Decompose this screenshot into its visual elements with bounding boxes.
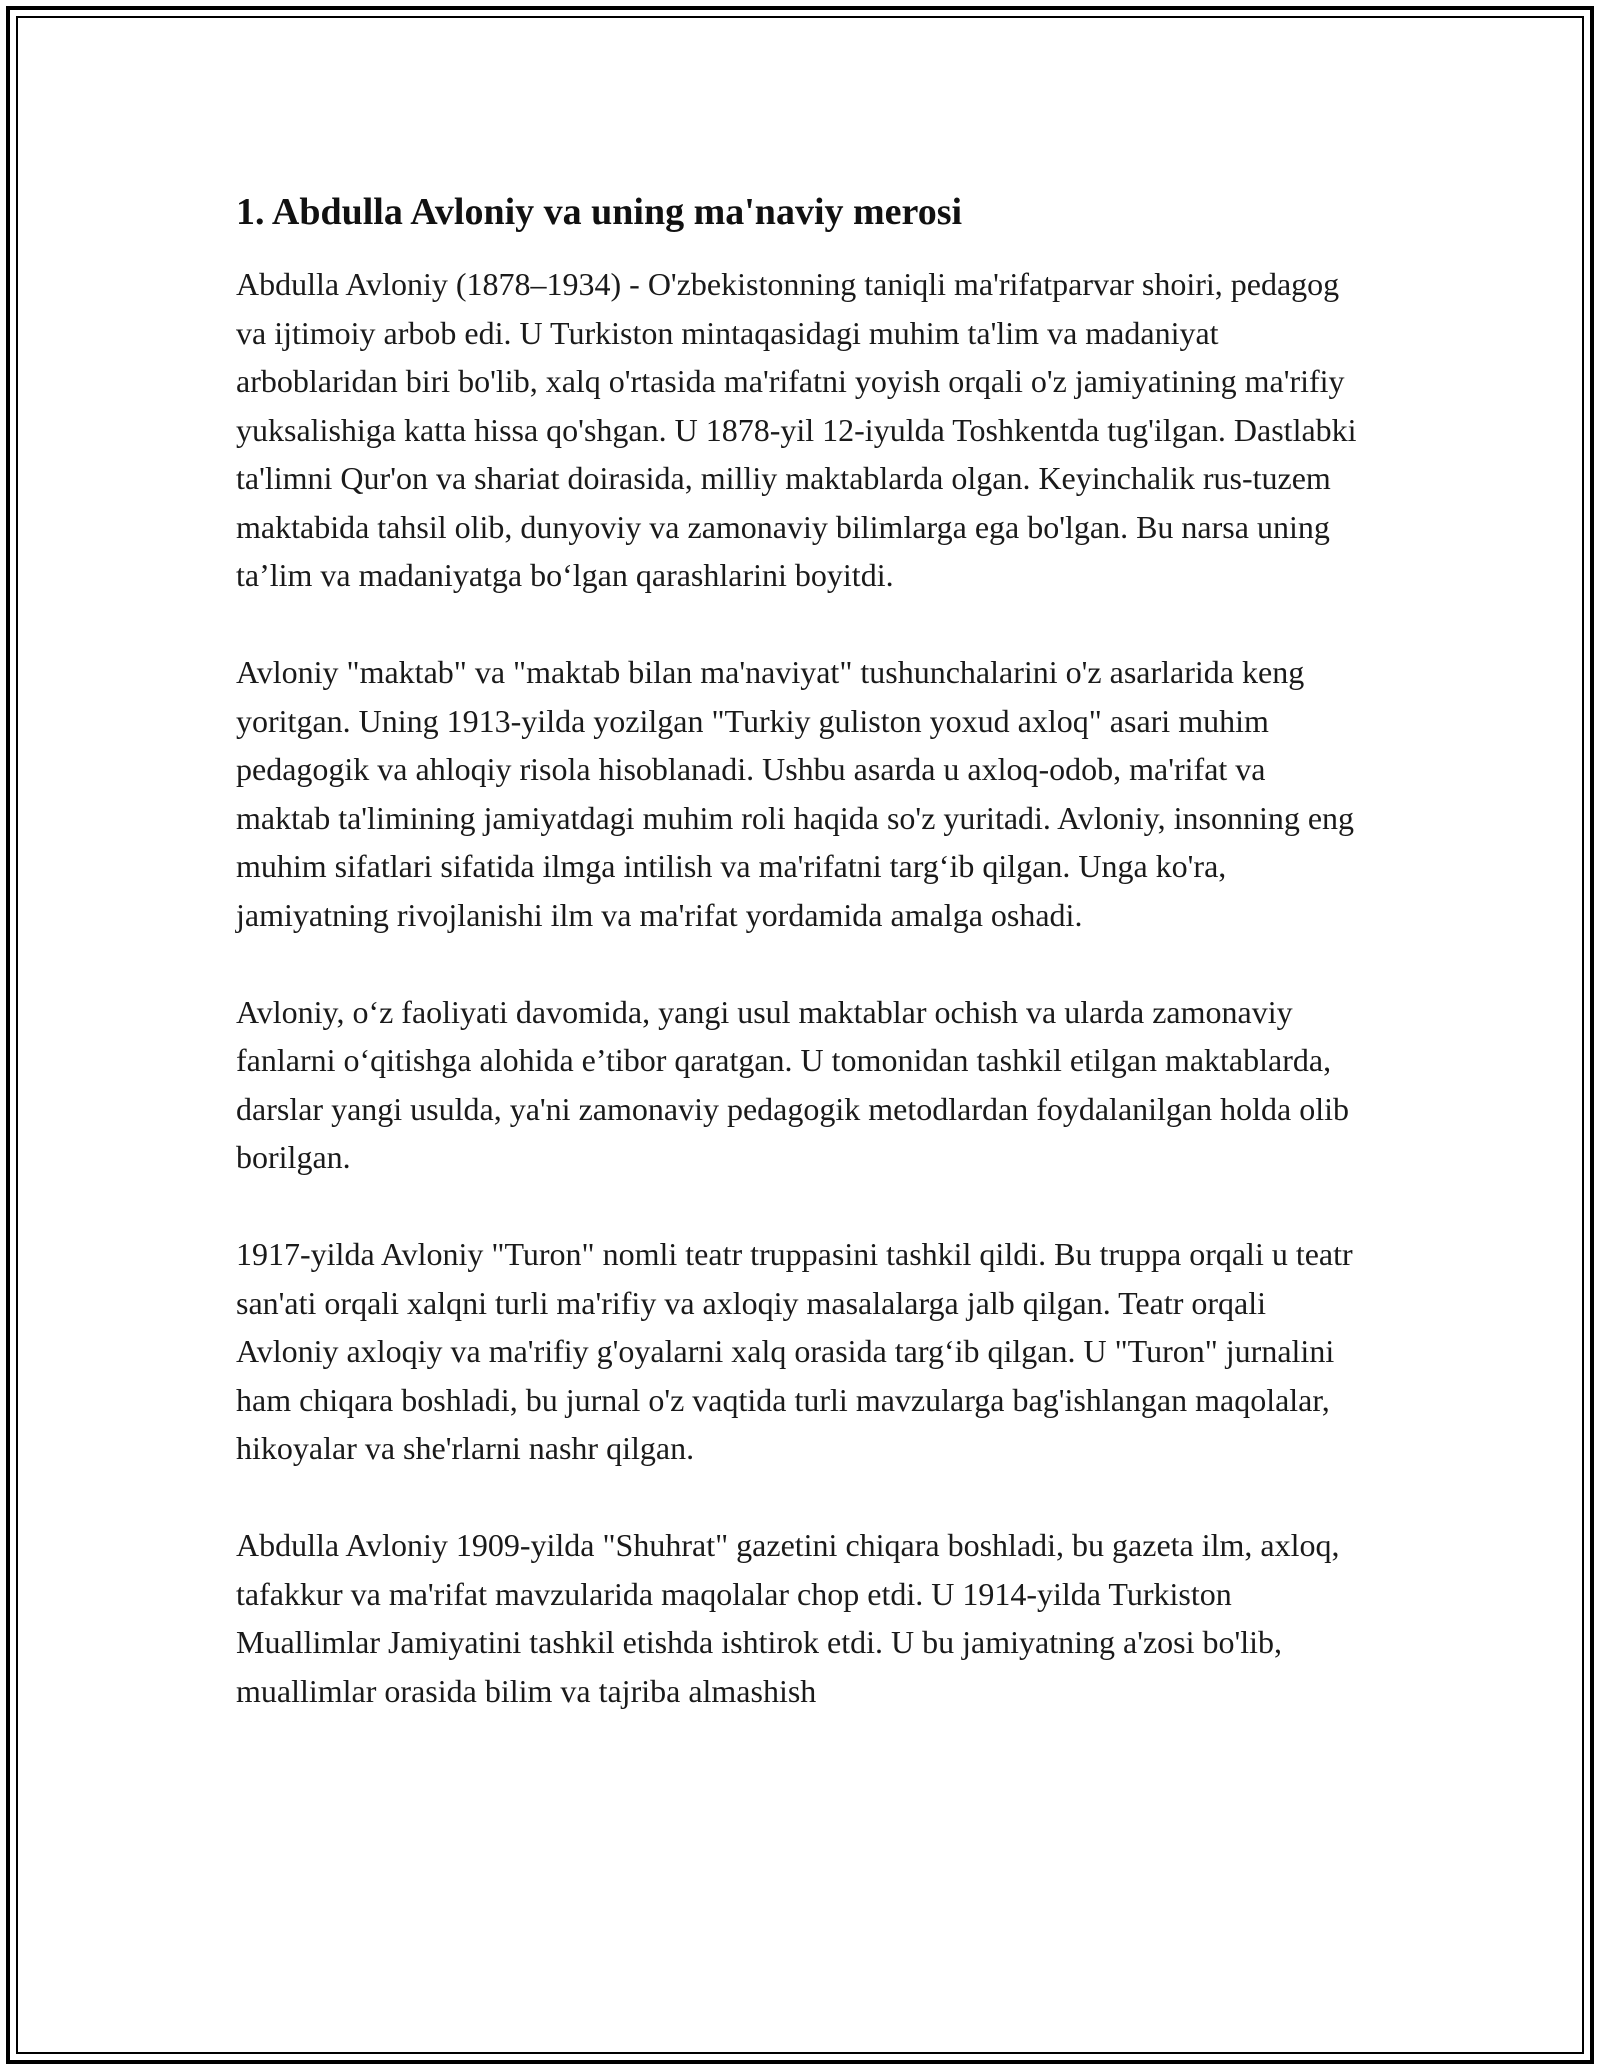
section-heading: 1. Abdulla Avloniy va uning ma'naviy merosi <box>236 191 963 233</box>
paragraph-shuhrat-newspaper: Abdulla Avloniy 1909-yilda "Shuhrat" gazetini chiqara boshladi, bu gazeta ilm, axloq, tafakkur va ma'rifat mavzularida maqolalar chop etdi. U 1914-yilda Turkiston Muallimlar Jamiyatini tashkil etishda ishtirok etdi. U bu jamiyatning a'zosi bo'lib, muallimlar orasida bilim va tajriba almashish <box>236 1527 1340 1709</box>
paragraph-maktab-manaviyat: Avloniy "maktab" va "maktab bilan ma'naviyat" tushunchalarini o'z asarlarida keng yoritgan. Uning 1913-yilda yozilgan "Turkiy guliston yoxud axloq" asari muhim pedagogik va ahloqiy risola hisoblanadi. Ushbu asarda u axloq-odob, ma'rifat va maktab ta'limining jamiyatdagi muhim roli haqida so'z yuritadi. Avloniy, insonning eng muhim sifatlari sifatida ilmga intilish va ma'rifatni targ‘ib qilgan. Unga ko'ra, jamiyatning rivojlanishi ilm va ma'rifat yordamida amalga oshadi. <box>236 654 1355 933</box>
paragraph-new-method-schools: Avloniy, o‘z faoliyati davomida, yangi usul maktablar ochish va ularda zamonaviy fanlarni o‘qitishga alohida e’tibor qaratgan. U tomonidan tashkil etilgan maktablarda, darslar yangi usulda, ya'ni zamonaviy pedagogik metodlardan foydalanilgan holda olib borilgan. <box>236 993 1349 1175</box>
paragraph-biography: Abdulla Avloniy (1878–1934) - O'zbekistonning taniqli ma'rifatparvar shoiri, pedagog va ijtimoiy arbob edi. U Turkiston mintaqasidagi muhim ta'lim va madaniyat arboblaridan biri bo'lib, xalq o'rtasida ma'rifatni yoyish orqali o'z jamiyatining ma'rifiy yuksalishiga katta hissa qo'shgan. U 1878-yil 12-iyulda Toshkentda tug'ilgan. Dastlabki ta'limni Qur'on va shariat doirasida, milliy maktablarda olgan. Keyinchalik rus-tuzem maktabida tahsil olib, dunyoviy va zamonaviy bilimlarga ega bo'lgan. Bu narsa uning ta’lim va madaniyatga bo‘lgan qarashlarini boyitdi. <box>236 266 1357 593</box>
paragraph-turon-theatre: 1917-yilda Avloniy "Turon" nomli teatr truppasini tashkil qildi. Bu truppa orqali u teatr san'ati orqali xalqni turli ma'rifiy va axloqiy masalalarga jalb qilgan. Teatr orqali Avloniy axloqiy va ma'rifiy g'oyalarni xalq orasida targ‘ib qilgan. U "Turon" jurnalini ham chiqara boshladi, bu jurnal o'z vaqtida turli mavzularga bag'ishlangan maqolalar, hikoyalar va she'rlarni nashr qilgan. <box>236 1236 1353 1466</box>
document-body <box>236 186 1366 1715</box>
